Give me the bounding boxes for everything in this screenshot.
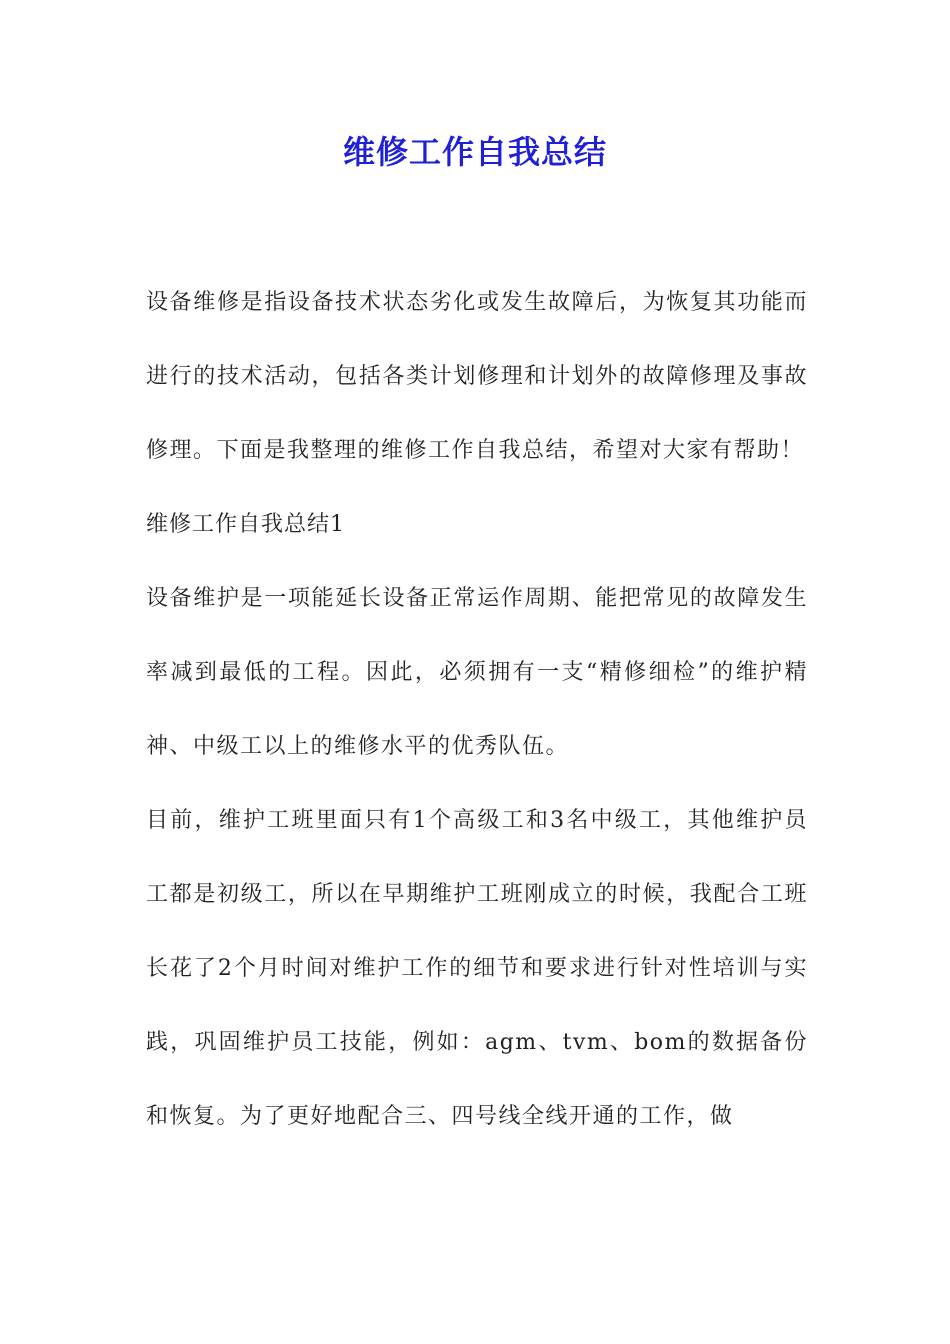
- body-paragraph: 设备维护是一项能延长设备正常运作周期、能把常见的故障发生率减到最低的工程。因此，必须拥有一支“精修细检”的维护精神、中级工以上的维修水平的优秀队伍。: [146, 586, 808, 759]
- body-paragraph: 目前，维护工班里面只有1个高级工和3名中级工，其他维护员工都是初级工，所以在早期维护工班刚成立的时候，我配合工班长花了2个月时间对维护工作的细节和要求进行针对性培训与实践，巩固维护员工技能，例如：agm、tvm、bom的数据备份和恢复。为了更好地配合三、四号线全线开通的工作，做: [146, 808, 808, 1129]
- section-heading: 维修工作自我总结1: [146, 512, 345, 537]
- document-title: 维修工作自我总结: [342, 133, 607, 171]
- intro-paragraph: 设备维修是指设备技术状态劣化或发生故障后，为恢复其功能而进行的技术活动，包括各类计划修理和计划外的故障修理及事故修理。下面是我整理的维修工作自我总结，希望对大家有帮助！: [146, 290, 808, 463]
- document-body: [146, 266, 808, 1154]
